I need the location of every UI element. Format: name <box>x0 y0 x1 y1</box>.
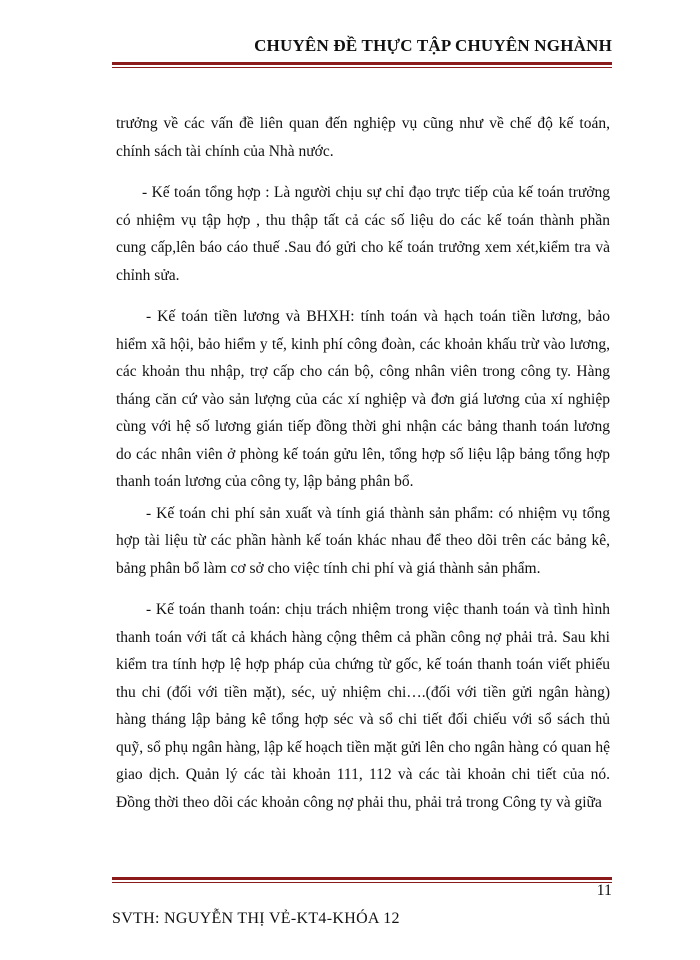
paragraph-ke-toan-tong-hop: - Kế toán tổng hợp : Là người chịu sự chỉ đạo trực tiếp của kế toán trưởng có nhiệm vụ tập hợp , thu thập tất cả các số liệu do các kế toán thành phần cung cấp,lên báo cáo thuế .Sau đó gửi cho kế toán trưởng xem xét,kiểm tra và chỉnh sửa. <box>116 184 610 284</box>
footer-rule-thick <box>112 877 612 880</box>
paragraph-ke-toan-thanh-toan: - Kế toán thanh toán: chịu trách nhiệm trong việc thanh toán và tình hình thanh toán với tất cả khách hàng cộng thêm cả phần công nợ phải trả. Sau khi kiểm tra tính hợp lệ hợp pháp của chứng từ gốc, kế toán thanh toán viết phiếu thu chi (đối với tiền mặt), séc, uỷ nhiệm chi….(đối với tiền gửi ngân hàng) hàng tháng lập bảng kê tổng hợp séc và sổ chi tiết đối chiếu với sổ sách thủ quỹ, sổ phụ ngân hàng, lập kế hoạch tiền mặt gửi lên cho ngân hàng có quan hệ giao dịch. Quản lý các tài khoản 111, 112 và các tài khoản chi tiết của nó. Đồng thời theo dõi các khoản công nợ phải thu, phải trả trong Công ty và giữa <box>116 601 610 811</box>
document-body <box>116 110 610 816</box>
page-number: 11 <box>596 882 612 899</box>
footer-author: SVTH: NGUYỄN THỊ VẺ-KT4-KHÓA 12 <box>112 910 400 927</box>
paragraph-ke-toan-chi-phi: - Kế toán chi phí sản xuất và tính giá thành sản phẩm: có nhiệm vụ tổng hợp tài liệu từ các phần hành kế toán khác nhau để theo dõi trên các bảng kê, bảng phân bổ làm cơ sở cho việc tính chi phí và giá thành sản phẩm. <box>116 504 610 577</box>
header-rule-thick <box>112 62 612 65</box>
header-rule-thin <box>112 67 612 68</box>
footer-rule-thin <box>112 882 612 883</box>
paragraph-continuation: trưởng về các vấn đề liên quan đến nghiệp vụ cũng như về chế độ kế toán, chính sách tài chính của Nhà nước. <box>116 115 610 160</box>
paragraph-ke-toan-tien-luong: - Kế toán tiền lương và BHXH: tính toán và hạch toán tiền lương, bảo hiểm xã hội, bảo hiểm y tế, kinh phí công đoàn, các khoản khấu trừ vào lương, các khoản thu nhập, trợ cấp cho cán bộ, công nhân viên trong công ty. Hàng tháng căn cứ vào sản lượng của các xí nghiệp và đơn giá lương của xí nghiệp cùng với hệ số lương gián tiếp đồng thời ghi nhận các bảng thanh toán lương do các nhân viên ở phòng kế toán gửu lên, tổng hợp số liệu lập bảng tổng hợp thanh toán lương của công ty, lập bảng phân bổ. <box>116 308 610 490</box>
document-header-title: CHUYÊN ĐỀ THỰC TẬP CHUYÊN NGHÀNH <box>254 36 612 55</box>
